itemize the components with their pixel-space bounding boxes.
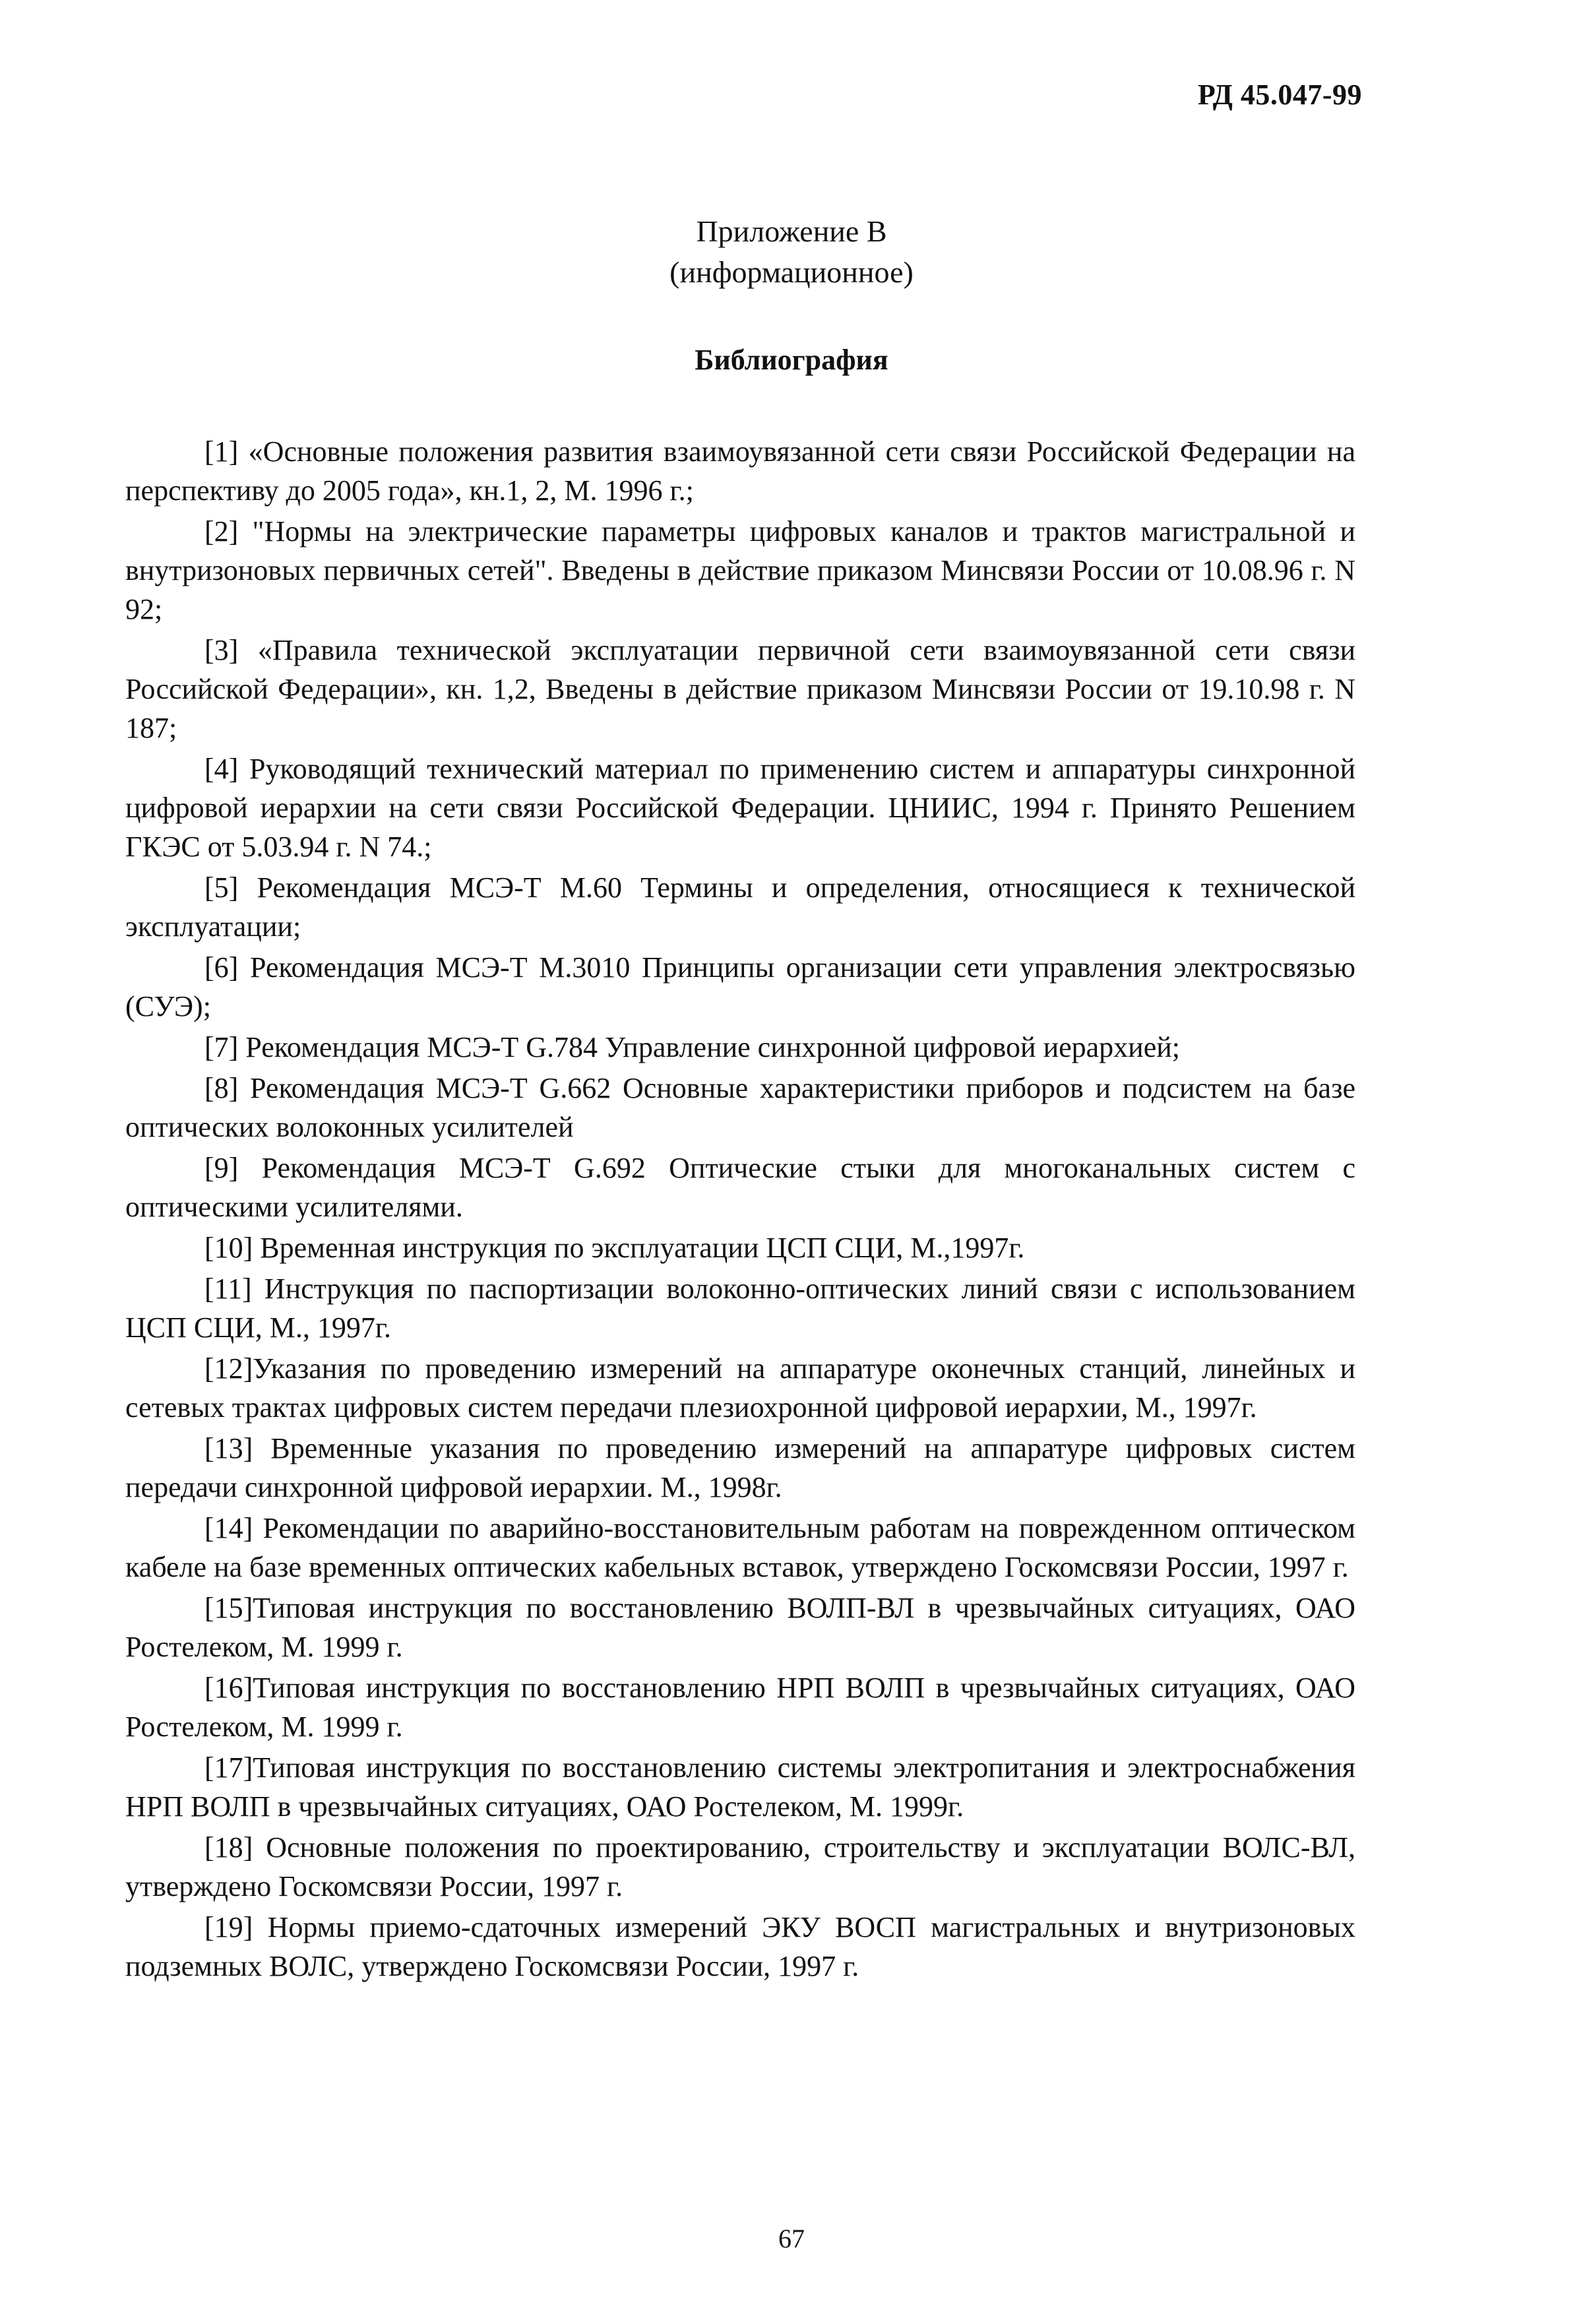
appendix-heading [0,211,1583,380]
reference-item: [8] Рекомендация МСЭ-Т G.662 Основные характеристики приборов и подсистем на базе оптических волоконных усилителей [125,1072,1355,1143]
reference-item: [4] Руководящий технический материал по применению систем и аппаратуры синхронной цифровой иерархии на сети связи Российской Федерации. ЦНИИС, 1994 г. Принято Решением ГКЭС от 5.03.94 г. N 74.; [125,753,1355,863]
reference-item: [6] Рекомендация МСЭ-Т М.3010 Принципы организации сети управления электросвязью (СУЭ); [125,951,1355,1022]
appendix-type: (информационное) [669,255,914,289]
reference-item: [12]Указания по проведению измерений на аппаратуре оконечных станций, линейных и сетевых трактах цифровых систем передачи плезиохронной цифровой иерархии, М., 1997г. [125,1352,1355,1424]
reference-item: [7] Рекомендация МСЭ-Т G.784 Управление синхронной цифровой иерархией; [204,1031,1181,1063]
reference-item: [14] Рекомендации по аварийно-восстановительным работам на поврежденном оптическом кабеле на базе временных оптических кабельных вставок, утверждено Госкомсвязи России, 1997 г. [125,1512,1355,1583]
appendix-title: Приложение В [696,214,887,248]
bibliography-list [125,432,1355,1988]
reference-item: [2] "Нормы на электрические параметры цифровых каналов и трактов магистральной и внутризоновых первичных сетей". Введены в действие приказом Минсвязи России от 10.08.96 г. N 92; [125,515,1355,625]
reference-item: [10] Временная инструкция по эксплуатации ЦСП СЦИ, М.,1997г. [204,1232,1025,1264]
reference-item: [9] Рекомендация МСЭ-Т G.692 Оптические стыки для многоканальных систем с оптическими усилителями. [125,1152,1355,1223]
reference-item: [17]Типовая инструкция по восстановлению системы электропитания и электроснабжения НРП ВОЛП в чрезвычайных ситуациях, ОАО Ростелеком, М. 1999г. [125,1751,1355,1823]
reference-item: [13] Временные указания по проведению измерений на аппаратуре цифровых систем передачи синхронной цифровой иерархии. М., 1998г. [125,1432,1355,1503]
reference-item: [16]Типовая инструкция по восстановлению НРП ВОЛП в чрезвычайных ситуациях, ОАО Ростелеком, М. 1999 г. [125,1672,1355,1743]
reference-item: [19] Нормы приемо-сдаточных измерений ЭКУ ВОСП магистральных и внутризоновых подземных ВОЛС, утверждено Госкомсвязи России, 1997 г. [125,1911,1355,1982]
reference-item: [1] «Основные положения развития взаимоувязанной сети связи Российской Федерации на перспективу до 2005 года», кн.1, 2, М. 1996 г.; [125,435,1355,507]
reference-item: [11] Инструкция по паспортизации волоконно-оптических линий связи с использованием ЦСП СЦИ, М., 1997г. [125,1272,1355,1344]
reference-item: [5] Рекомендация МСЭ-Т М.60 Термины и определения, относящиеся к технической эксплуатации; [125,871,1355,943]
reference-item: [15]Типовая инструкция по восстановлению ВОЛП-ВЛ в чрезвычайных ситуациях, ОАО Ростелеком, М. 1999 г. [125,1592,1355,1663]
reference-item: [18] Основные положения по проектированию, строительству и эксплуатации ВОЛС-ВЛ, утверждено Госкомсвязи России, 1997 г. [125,1831,1355,1902]
page-number: 67 [778,2224,805,2253]
document-code: РД 45.047-99 [1197,79,1362,111]
reference-item: [3] «Правила технической эксплуатации первичной сети взаимоувязанной сети связи Российской Федерации», кн. 1,2, Введены в действие приказом Минсвязи России от 19.10.98 г. N 187; [125,634,1355,744]
section-title: Библиография [695,344,888,376]
